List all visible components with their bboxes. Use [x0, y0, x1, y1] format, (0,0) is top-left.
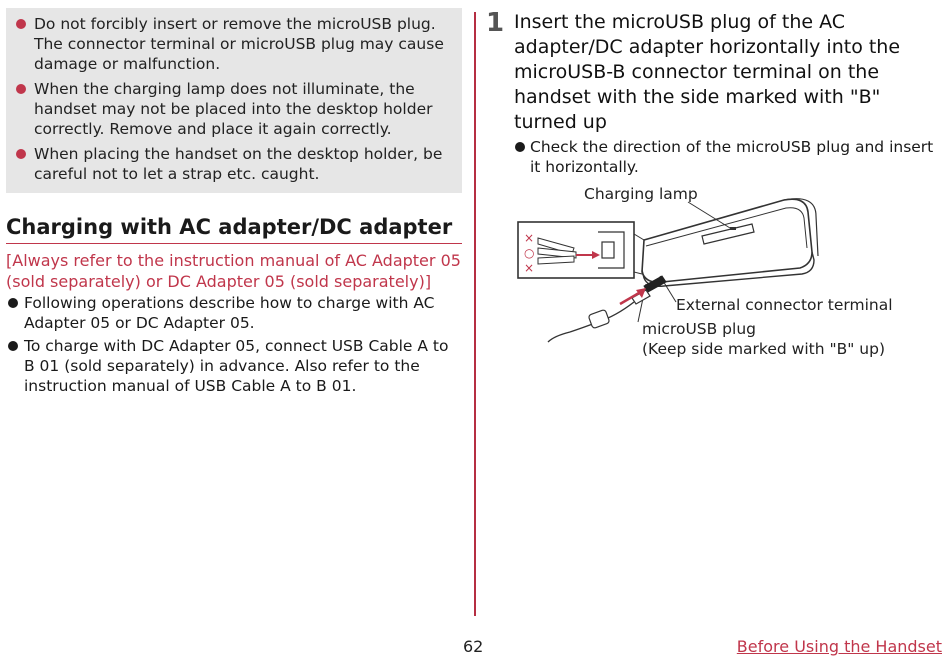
- mark-incorrect-bottom: ×: [524, 261, 535, 275]
- step-sub-item: [514, 137, 936, 177]
- note-item: [12, 79, 450, 139]
- bullet-icon: [8, 298, 18, 308]
- label-keep-side: (Keep side marked with "B" up): [642, 340, 885, 358]
- list-item-text: Following operations describe how to charge with AC Adapter 05 or DC Adapter 05.: [24, 294, 435, 332]
- right-column: [486, 8, 936, 358]
- list-item: [6, 293, 462, 333]
- label-microusb-plug: microUSB plug: [642, 320, 756, 338]
- section-footer-link[interactable]: Before Using the Handset: [736, 637, 942, 656]
- left-column: [6, 8, 462, 399]
- note-text: Do not forcibly insert or remove the microUSB plug. The connector terminal or microUSB plug may cause damage or malfunction.: [34, 15, 444, 73]
- note-text: When the charging lamp does not illuminate, the handset may not be placed into the desktop holder correctly. Remove and place it again correctly.: [34, 80, 433, 138]
- note-item: [12, 144, 450, 184]
- step-number: 1: [486, 8, 505, 38]
- bullet-icon: [16, 19, 26, 29]
- mark-correct: ○: [524, 246, 535, 260]
- mark-incorrect-top: ×: [524, 231, 535, 245]
- step-sub-text: Check the direction of the microUSB plug and insert it horizontally.: [530, 138, 934, 176]
- page-number: 62: [463, 637, 484, 656]
- caution-notes-box: [6, 8, 462, 193]
- bullet-icon: [515, 142, 525, 152]
- section-title: Charging with AC adapter/DC adapter: [6, 213, 462, 244]
- step-text: Insert the microUSB plug of the AC adapter/DC adapter horizontally into the microUSB-B connector terminal on the handset with the side marked with "B" turned up: [514, 11, 901, 133]
- bullet-icon: [16, 149, 26, 159]
- note-text: When placing the handset on the desktop holder, be careful not to let a strap etc. caught.: [34, 145, 443, 183]
- list-item: [6, 336, 462, 396]
- reference-note: [Always refer to the instruction manual of AC Adapter 05 (sold separately) or DC Adapter 05 (sold separately)]: [6, 251, 461, 291]
- list-item-text: To charge with DC Adapter 05, connect USB Cable A to B 01 (sold separately) in advance. Also refer to the instruction manual of USB Cable A to B 01.: [24, 337, 449, 395]
- handset-illustration: [516, 182, 936, 372]
- column-divider: [474, 12, 476, 616]
- bullet-icon: [16, 84, 26, 94]
- bullet-icon: [8, 341, 18, 351]
- label-charging-lamp: Charging lamp: [584, 185, 698, 203]
- charging-figure: [516, 182, 936, 372]
- label-external-connector: External connector terminal: [676, 296, 893, 314]
- note-item: [12, 14, 450, 74]
